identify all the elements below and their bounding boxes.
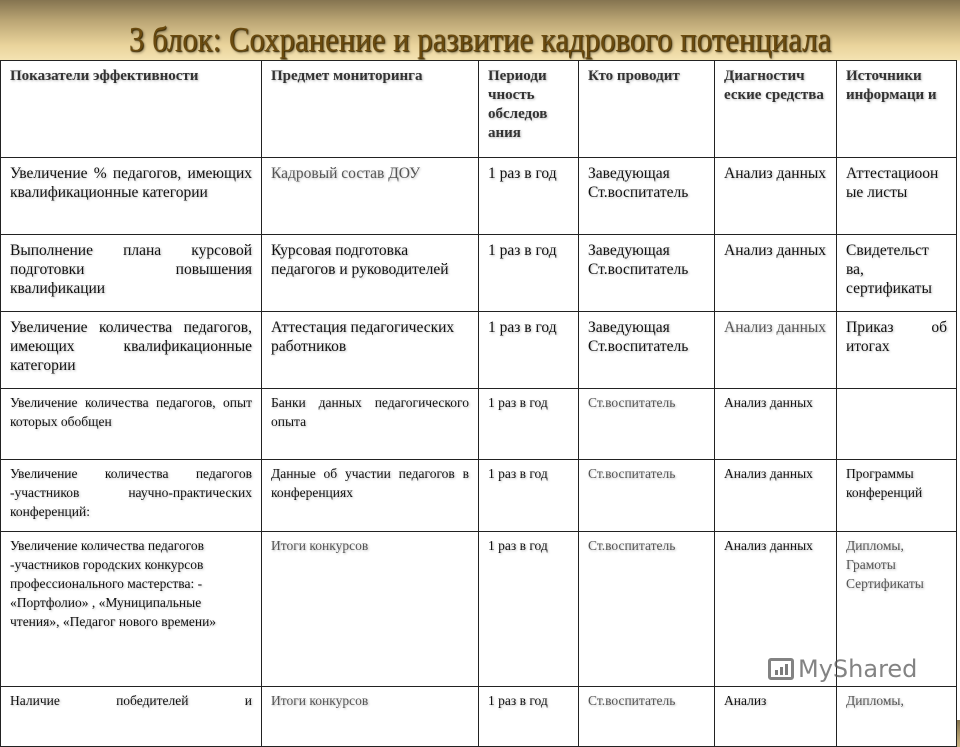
cell: Выполнение плана курсовой подготовки повышения квалификации: [1, 235, 262, 312]
cell: Ст.воспитатель: [579, 389, 715, 460]
cell: 1 раз в год: [479, 460, 579, 532]
presentation-chart-icon: [768, 658, 794, 680]
header-cell: Предмет мониторинга: [262, 61, 479, 158]
cell: Анализ данных: [715, 158, 837, 235]
table-row: [1, 389, 957, 460]
slide-title: 3 блок: Сохранение и развитие кадрового потенциала: [128, 20, 832, 59]
cell: 1 раз в год: [479, 158, 579, 235]
cell: Банки данных педагогического опыта: [262, 389, 479, 460]
cell: Увеличение количества педагогов, имеющих квалификационные категории: [1, 312, 262, 389]
cell: Анализ данных: [715, 312, 837, 389]
cell: Дипломы,: [837, 687, 957, 747]
cell: Заведующая Ст.воспитатель: [579, 235, 715, 312]
cell: Курсовая подготовка педагогов и руководителей: [262, 235, 479, 312]
table-row: [1, 158, 957, 235]
cell: Аттестациоон ые листы: [837, 158, 957, 235]
cell: Свидетельст ва, сертификаты: [837, 235, 957, 312]
cell: 1 раз в год: [479, 312, 579, 389]
cell: Ст.воспитатель: [579, 687, 715, 747]
cell: Наличие победителей и: [1, 687, 262, 747]
monitoring-table: [0, 60, 957, 747]
header-cell: Периоди чность обследов ания: [479, 61, 579, 158]
cell: Ст.воспитатель: [579, 532, 715, 687]
cell: Заведующая Ст.воспитатель: [579, 312, 715, 389]
watermark-text: MyShared: [798, 655, 918, 683]
cell: Анализ данных: [715, 460, 837, 532]
cell: 1 раз в год: [479, 235, 579, 312]
header-cell: Диагностич еские средства: [715, 61, 837, 158]
cell: Анализ данных: [715, 389, 837, 460]
header-cell: Кто проводит: [579, 61, 715, 158]
table-row: [1, 460, 957, 532]
cell: 1 раз в год: [479, 389, 579, 460]
table-row: [1, 687, 957, 747]
cell: Ст.воспитатель: [579, 460, 715, 532]
cell: Программы конференций: [837, 460, 957, 532]
cell: Увеличение количества педагогов -участников научно-практических конференций:: [1, 460, 262, 532]
cell: Итоги конкурсов: [262, 687, 479, 747]
table-row: [1, 235, 957, 312]
cell: [837, 389, 957, 460]
header-cell: Показатели эффективности: [1, 61, 262, 158]
header-cell: Источники информаци и: [837, 61, 957, 158]
cell: Итоги конкурсов: [262, 532, 479, 687]
watermark: [768, 655, 917, 683]
cell: Увеличение количества педагогов -участников городских конкурсов профессионального мастерства: - «Портфолио» , «Муниципальные чтения», «Педагог нового времени»: [1, 532, 262, 687]
table-row: [1, 312, 957, 389]
cell: Анализ: [715, 687, 837, 747]
cell: 1 раз в год: [479, 532, 579, 687]
cell: Увеличение количества педагогов, опыт которых обобщен: [1, 389, 262, 460]
cell: Анализ данных: [715, 235, 837, 312]
cell: 1 раз в год: [479, 687, 579, 747]
cell: Увеличение % педагогов, имеющих квалификационные категории: [1, 158, 262, 235]
cell: Данные об участии педагогов в конференциях: [262, 460, 479, 532]
cell: Заведующая Ст.воспитатель: [579, 158, 715, 235]
cell: Аттестация педагогических работников: [262, 312, 479, 389]
cell: Приказ об итогах: [837, 312, 957, 389]
cell: Дипломы, Грамоты Сертификаты: [837, 532, 957, 687]
cell: Анализ данных: [715, 532, 837, 687]
cell: Кадровый состав ДОУ: [262, 158, 479, 235]
table-header-row: [1, 61, 957, 158]
